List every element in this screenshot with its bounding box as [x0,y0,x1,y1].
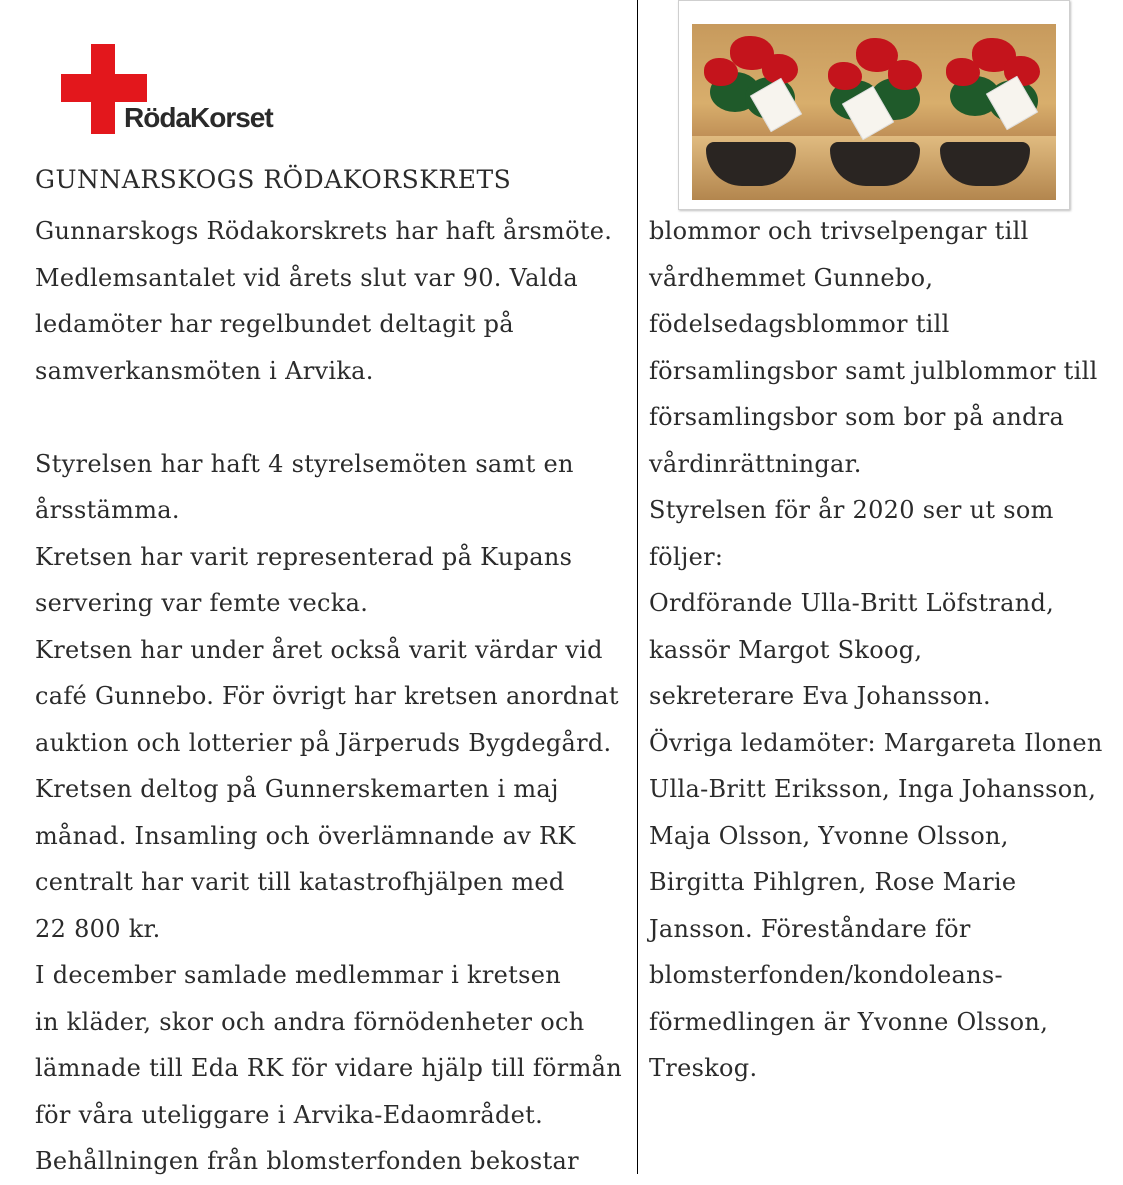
text-line: födelsedagsblommor till [649,310,950,338]
text-line: Maja Olsson, Yvonne Olsson, [649,821,1009,850]
plant-right [942,32,1046,150]
text-line: kassör Margot Skoog, [649,635,923,664]
text-line: servering var femte vecka. [35,589,369,617]
text-line: Birgitta Pihlgren, Rose Marie [649,868,1017,896]
text-line: Kretsen har under året också varit värdar vid [35,635,603,664]
text-line: månad. Insamling och överlämnande av RK [35,821,576,850]
text-line: lämnade till Eda RK för vidare hjälp till förmån [35,1054,623,1082]
text-line: årsstämma. [35,496,180,524]
text-line: Kretsen har varit representerad på Kupans [35,542,573,571]
right-text-column [649,208,1123,1092]
text-line: vårdhemmet Gunnebo, [649,263,934,292]
poinsettia-photo-icon [692,24,1056,200]
text-line: Medlemsantalet vid årets slut var 90. Valda [35,263,578,292]
plant-middle [822,32,926,150]
text-line: I december samlade medlemmar i kretsen [35,961,561,989]
poinsettia-photo [678,0,1070,210]
text-line: blommor och trivselpengar till [649,217,1029,245]
text-line: in kläder, skor och andra förnödenheter och [35,1007,585,1036]
text-line: Övriga ledamöter: Margareta Ilonen [649,728,1103,757]
text-line: för våra uteliggare i Arvika-Edaområdet. [35,1100,544,1129]
text-line: café Gunnebo. För övrigt har kretsen anordnat [35,682,619,710]
text-line: församlingsbor samt julblommor till [649,356,1098,385]
left-text-column [35,208,675,1185]
red-cross-bar [61,74,147,102]
text-line: Ulla-Britt Eriksson, Inga Johansson, [649,775,1097,803]
text-line: Jansson. Föreståndare för [649,914,971,943]
plant-left [700,32,804,150]
text-line: ledamöter har regelbundet deltagit på [35,310,514,338]
text-line: Styrelsen har haft 4 styrelsemöten samt en [35,449,574,478]
text-line: följer: [649,542,724,571]
article-title: GUNNARSKOGS RÖDAKORSKRETS [35,165,512,194]
text-line: förmedlingen är Yvonne Olsson, [649,1007,1049,1036]
text-line: Treskog. [649,1054,758,1082]
text-line: sekreterare Eva Johansson. [649,682,991,710]
text-line: Kretsen deltog på Gunnerskemarten i maj [35,775,559,803]
text-line: Styrelsen för år 2020 ser ut som [649,496,1054,524]
text-line: vårdinrättningar. [649,449,862,478]
text-line: auktion och lotterier på Järperuds Bygdegård. [35,728,612,757]
logo-wordmark: RödaKorset [124,102,273,133]
text-line: Behållningen från blomsterfonden bekostar [35,1147,579,1175]
text-line: centralt har varit till katastrofhjälpen med [35,868,565,896]
text-line [35,394,675,441]
text-line: församlingsbor som bor på andra [649,403,1065,431]
text-line: samverkansmöten i Arvika. [35,356,374,385]
text-line: 22 800 kr. [35,914,161,943]
red-cross-logo [58,44,298,139]
text-line: blomsterfonden/kondoleans- [649,961,1003,989]
text-line: Ordförande Ulla-Britt Löfstrand, [649,589,1055,617]
text-line: Gunnarskogs Rödakorskrets har haft årsmöte. [35,217,613,245]
